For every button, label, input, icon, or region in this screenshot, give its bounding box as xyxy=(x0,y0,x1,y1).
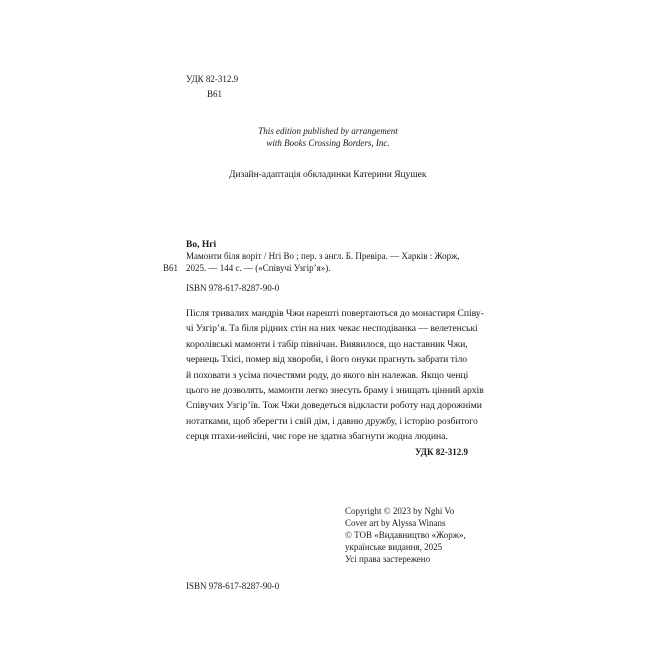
bbk-code-top: В61 xyxy=(207,89,223,99)
edition-note-line: with Books Crossing Borders, Inc. xyxy=(266,138,390,148)
isbn-lower: ISBN 978-617-8287-90-0 xyxy=(186,581,280,591)
edition-note xyxy=(200,125,456,149)
copyright-line: Усі права застережено xyxy=(345,554,431,564)
annotation-line: чі Узгір’я. Та біля рідних стін на них чекає несподіванка — велетенські xyxy=(186,323,478,335)
copyright-line: українське видання, 2025 xyxy=(345,542,443,552)
bibliographic-description xyxy=(186,250,460,274)
cover-design-credit: Дизайн-адаптація обкладинки Катерини Яцушек xyxy=(229,170,427,180)
author-heading: Во, Нгі xyxy=(186,240,217,250)
annotation-line: серця птахи-нейсіні, чиє горе не здатна збагнути жодна людина. xyxy=(186,431,448,443)
biblio-line: 2025. — 144 с. — («Співучі Узгір’я»). xyxy=(186,263,331,273)
annotation xyxy=(186,306,484,445)
udc-code-top: УДК 82-312.9 xyxy=(186,74,239,84)
copyright-block xyxy=(345,505,466,565)
annotation-line: нотатками, щоб зберегти і свій дім, і давню дружбу, і історію розбитого xyxy=(186,415,478,427)
copyright-line: Cover art by Alyssa Winans xyxy=(345,518,446,528)
annotation-line: Після тривалих мандрів Чжи нарешті повертаються до монастиря Співу- xyxy=(186,308,484,319)
bbk-code-side: В61 xyxy=(163,263,179,273)
annotation-line: цього не дозволять, мамонти легко знесуть браму і знищать цінний архів xyxy=(186,385,484,397)
annotation-line: королівські мамонти і табір північан. Виявилося, що наставник Чжи, xyxy=(186,338,468,350)
annotation-line: й поховати з усіма почестями роду, до якого він належав. Якщо ченці xyxy=(186,369,469,381)
copyright-line: © ТОВ «Видавництво «Жорж», xyxy=(345,530,466,540)
annotation-line: чернець Тхісі, помер від хвороби, і його онуки прагнуть забрати тіло xyxy=(186,354,468,366)
isbn-upper: ISBN 978-617-8287-90-0 xyxy=(186,283,280,293)
biblio-line: Мамонти біля воріт / Нгі Во ; пер. з англ. Б. Превіра. — Харків : Жорж, xyxy=(186,251,460,261)
udc-code-bottom: УДК 82-312.9 xyxy=(415,447,468,457)
copyright-line: Copyright © 2023 by Nghi Vo xyxy=(345,506,455,516)
annotation-line: Співучих Узгір’їв. Тож Чжи доведеться відкласти роботу над дорожніми xyxy=(186,400,482,412)
edition-note-line: This edition published by arrangement xyxy=(258,126,398,136)
